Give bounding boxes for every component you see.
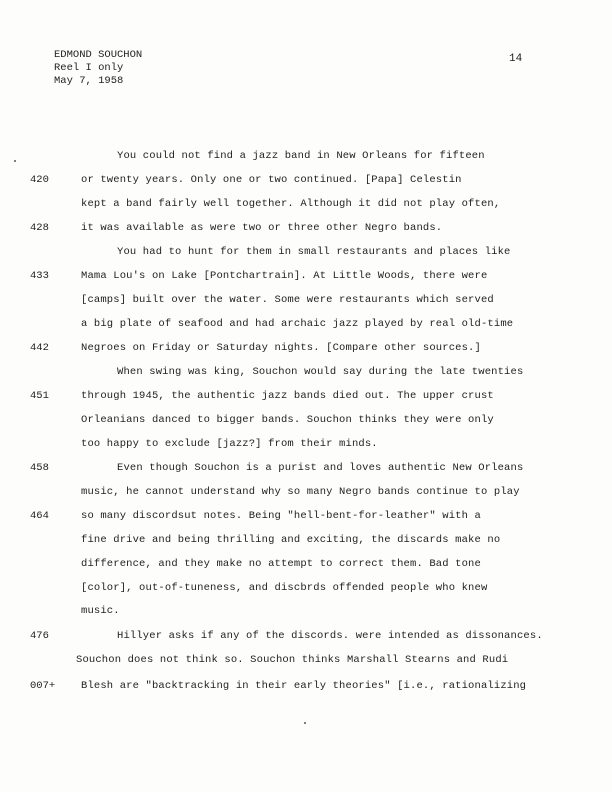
transcript-line — [0, 652, 612, 668]
transcript-line — [0, 628, 612, 644]
transcript-line — [0, 388, 612, 404]
line-text: fine drive and being thrilling and exciting, the discards make no — [81, 534, 501, 546]
transcript-line — [0, 316, 612, 332]
transcript-line — [0, 268, 612, 284]
transcript-line — [0, 484, 612, 500]
transcript-line — [0, 556, 612, 572]
transcript-line — [0, 148, 612, 164]
line-text: Negroes on Friday or Saturday nights. [Compare other sources.] — [81, 342, 481, 354]
line-text: so many discordsut notes. Being "hell-bent-for-leather" with a — [81, 510, 481, 522]
transcript-line — [0, 603, 612, 619]
line-text: it was available as were two or three other Negro bands. — [81, 222, 443, 234]
line-text: Hillyer asks if any of the discords. were intended as dissonances. — [117, 630, 543, 642]
line-text: [color], out-of-tuneness, and discbrds offended people who knew — [81, 582, 488, 594]
line-text: Orleanians danced to bigger bands. Souchon thinks they were only — [81, 414, 494, 426]
line-number: 007+ — [30, 680, 56, 692]
line-number: 433 — [30, 270, 49, 282]
line-number: 428 — [30, 222, 49, 234]
line-text: too happy to exclude [jazz?] from their minds. — [81, 438, 378, 450]
page-number: 14 — [509, 53, 523, 65]
transcript-line — [0, 412, 612, 428]
transcript-line — [0, 244, 612, 260]
line-text: You could not find a jazz band in New Orleans for fifteen — [117, 150, 485, 162]
line-number: 442 — [30, 342, 49, 354]
transcript-line — [0, 580, 612, 596]
line-number: 451 — [30, 390, 49, 402]
transcript-line — [0, 172, 612, 188]
line-number: 464 — [30, 510, 49, 522]
line-number: 420 — [30, 174, 49, 186]
transcript-line — [0, 460, 612, 476]
line-text: Even though Souchon is a purist and loves authentic New Orleans — [117, 462, 524, 474]
line-text: music, he cannot understand why so many Negro bands continue to play — [81, 486, 520, 498]
scan-speck — [304, 722, 306, 724]
line-number: 458 — [30, 462, 49, 474]
transcript-line — [0, 532, 612, 548]
line-text: kept a band fairly well together. Although it did not play often, — [81, 198, 501, 210]
interview-date: May 7, 1958 — [54, 75, 124, 87]
line-text: You had to hunt for them in small restaurants and places like — [117, 246, 511, 258]
transcript-line — [0, 292, 612, 308]
line-text: difference, and they make no attempt to correct them. Bad tone — [81, 558, 481, 570]
transcript-line — [0, 364, 612, 380]
transcript-line — [0, 220, 612, 236]
line-text: music. — [81, 605, 120, 617]
line-text: Souchon does not think so. Souchon thinks Marshall Stearns and Rudi — [76, 654, 509, 666]
line-text: [camps] built over the water. Some were restaurants which served — [81, 294, 494, 306]
line-text: Blesh are "backtracking in their early theories" [i.e., rationalizing — [81, 680, 527, 692]
transcript-line — [0, 340, 612, 356]
line-text: a big plate of seafood and had archaic jazz played by real old-time — [81, 318, 514, 330]
line-number: 476 — [30, 630, 49, 642]
reel-label: Reel I only — [54, 62, 124, 74]
transcript-line — [0, 678, 612, 694]
line-text: Mama Lou's on Lake [Pontchartrain]. At Little Woods, there were — [81, 270, 488, 282]
transcript-line — [0, 196, 612, 212]
interviewee-name: EDMOND SOUCHON — [54, 49, 143, 61]
line-text: or twenty years. Only one or two continued. [Papa] Celestin — [81, 174, 462, 186]
transcript-line — [0, 508, 612, 524]
line-text: When swing was king, Souchon would say during the late twenties — [117, 366, 524, 378]
scan-speck — [14, 160, 16, 162]
line-text: through 1945, the authentic jazz bands died out. The upper crust — [81, 390, 494, 402]
transcript-line — [0, 436, 612, 452]
